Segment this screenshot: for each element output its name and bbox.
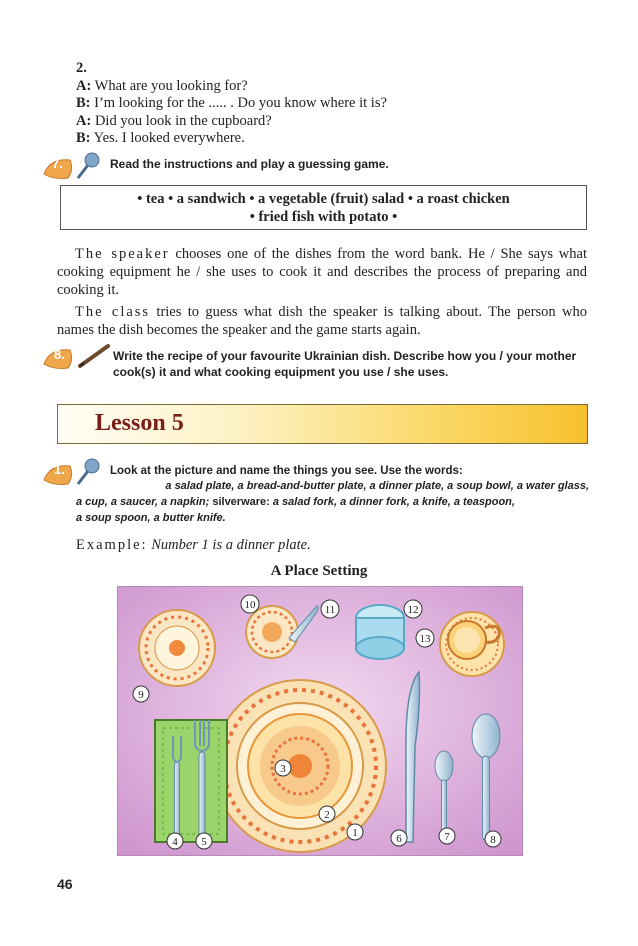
lesson-header xyxy=(57,404,588,444)
task1-instruction: Look at the picture and name the things you see. Use the words: xyxy=(110,465,463,477)
svg-text:7: 7 xyxy=(444,831,450,843)
task7-instruction: Read the instructions and play a guessing game. xyxy=(110,157,389,171)
paragraph-speaker: The speaker chooses one of the dishes from the word bank. He / She says what cooking equipment he / she uses to cook it and describes the process of preparing and cooking it. xyxy=(57,246,587,298)
dialog-line: A: What are you looking for? xyxy=(76,77,248,94)
label-12 xyxy=(404,600,422,618)
word-bank-line: • tea • a sandwich • a vegetable (fruit) salad • a roast chicken xyxy=(137,191,510,207)
label-1 xyxy=(347,824,363,840)
figure-title: A Place Setting xyxy=(270,563,368,579)
svg-text:11: 11 xyxy=(324,604,336,616)
svg-text:5: 5 xyxy=(201,836,207,848)
label-4 xyxy=(167,833,183,849)
label-8 xyxy=(485,831,501,847)
label-9 xyxy=(133,686,149,702)
word-bank xyxy=(60,185,587,230)
salad-plate xyxy=(139,610,215,686)
dialog-line: A: Did you look in the cupboard? xyxy=(76,112,272,129)
label-7 xyxy=(439,828,455,844)
pen-icon xyxy=(40,342,120,372)
example-line: Example: Number 1 is a dinner plate. xyxy=(76,537,311,553)
label-11 xyxy=(321,600,339,618)
task8-instruction: Write the recipe of your favourite Ukrainian dish. Describe how you / your mother cook(s) it and what cooking equipment you use / she uses. xyxy=(113,349,577,379)
cup-and-saucer xyxy=(440,612,504,676)
svg-text:13: 13 xyxy=(419,633,431,645)
bread-and-butter-plate xyxy=(246,606,298,658)
microphone-icon xyxy=(40,150,112,182)
svg-text:3: 3 xyxy=(280,763,286,775)
label-2 xyxy=(319,806,335,822)
svg-text:8: 8 xyxy=(490,834,496,846)
task7-number: 7. xyxy=(52,156,63,171)
dialog-block xyxy=(76,60,596,148)
label-5 xyxy=(196,833,212,849)
lesson-title: Lesson 5 xyxy=(95,410,184,436)
label-6 xyxy=(391,830,407,846)
task1-words-line3: a soup spoon, a butter knife. xyxy=(76,512,226,524)
svg-text:4: 4 xyxy=(172,836,178,848)
label-3 xyxy=(275,760,291,776)
page-number: 46 xyxy=(57,876,73,892)
label-13 xyxy=(416,629,434,647)
task1-words-line1: a salad plate, a bread-and-butter plate, a dinner plate, a soup bowl, a water glass, xyxy=(165,480,589,492)
place-setting-illustration xyxy=(117,586,523,856)
task1-number: 1. xyxy=(54,462,65,477)
svg-text:9: 9 xyxy=(138,689,144,701)
word-bank-line: • fried fish with potato • xyxy=(249,209,398,225)
label-10 xyxy=(241,595,259,613)
dialog-line: B: I’m looking for the ..... . Do you know where it is? xyxy=(76,95,387,111)
dialog-line: B: Yes. I looked everywhere. xyxy=(76,130,245,146)
dialog-number: 2. xyxy=(76,60,87,76)
paragraph-class: The class tries to guess what dish the speaker is talking about. The person who names the dish becomes the speaker and the game starts again. xyxy=(57,304,587,338)
task8-number: 8. xyxy=(54,347,65,362)
svg-text:1: 1 xyxy=(352,827,358,839)
svg-text:10: 10 xyxy=(244,599,256,611)
task1-words-line2: a cup, a saucer, a napkin; silverware: a salad fork, a dinner fork, a knife, a teaspoon, xyxy=(76,496,515,508)
svg-text:6: 6 xyxy=(396,833,402,845)
svg-text:2: 2 xyxy=(324,809,330,821)
napkin xyxy=(155,720,227,842)
water-glass xyxy=(356,605,404,659)
svg-text:12: 12 xyxy=(407,604,419,616)
